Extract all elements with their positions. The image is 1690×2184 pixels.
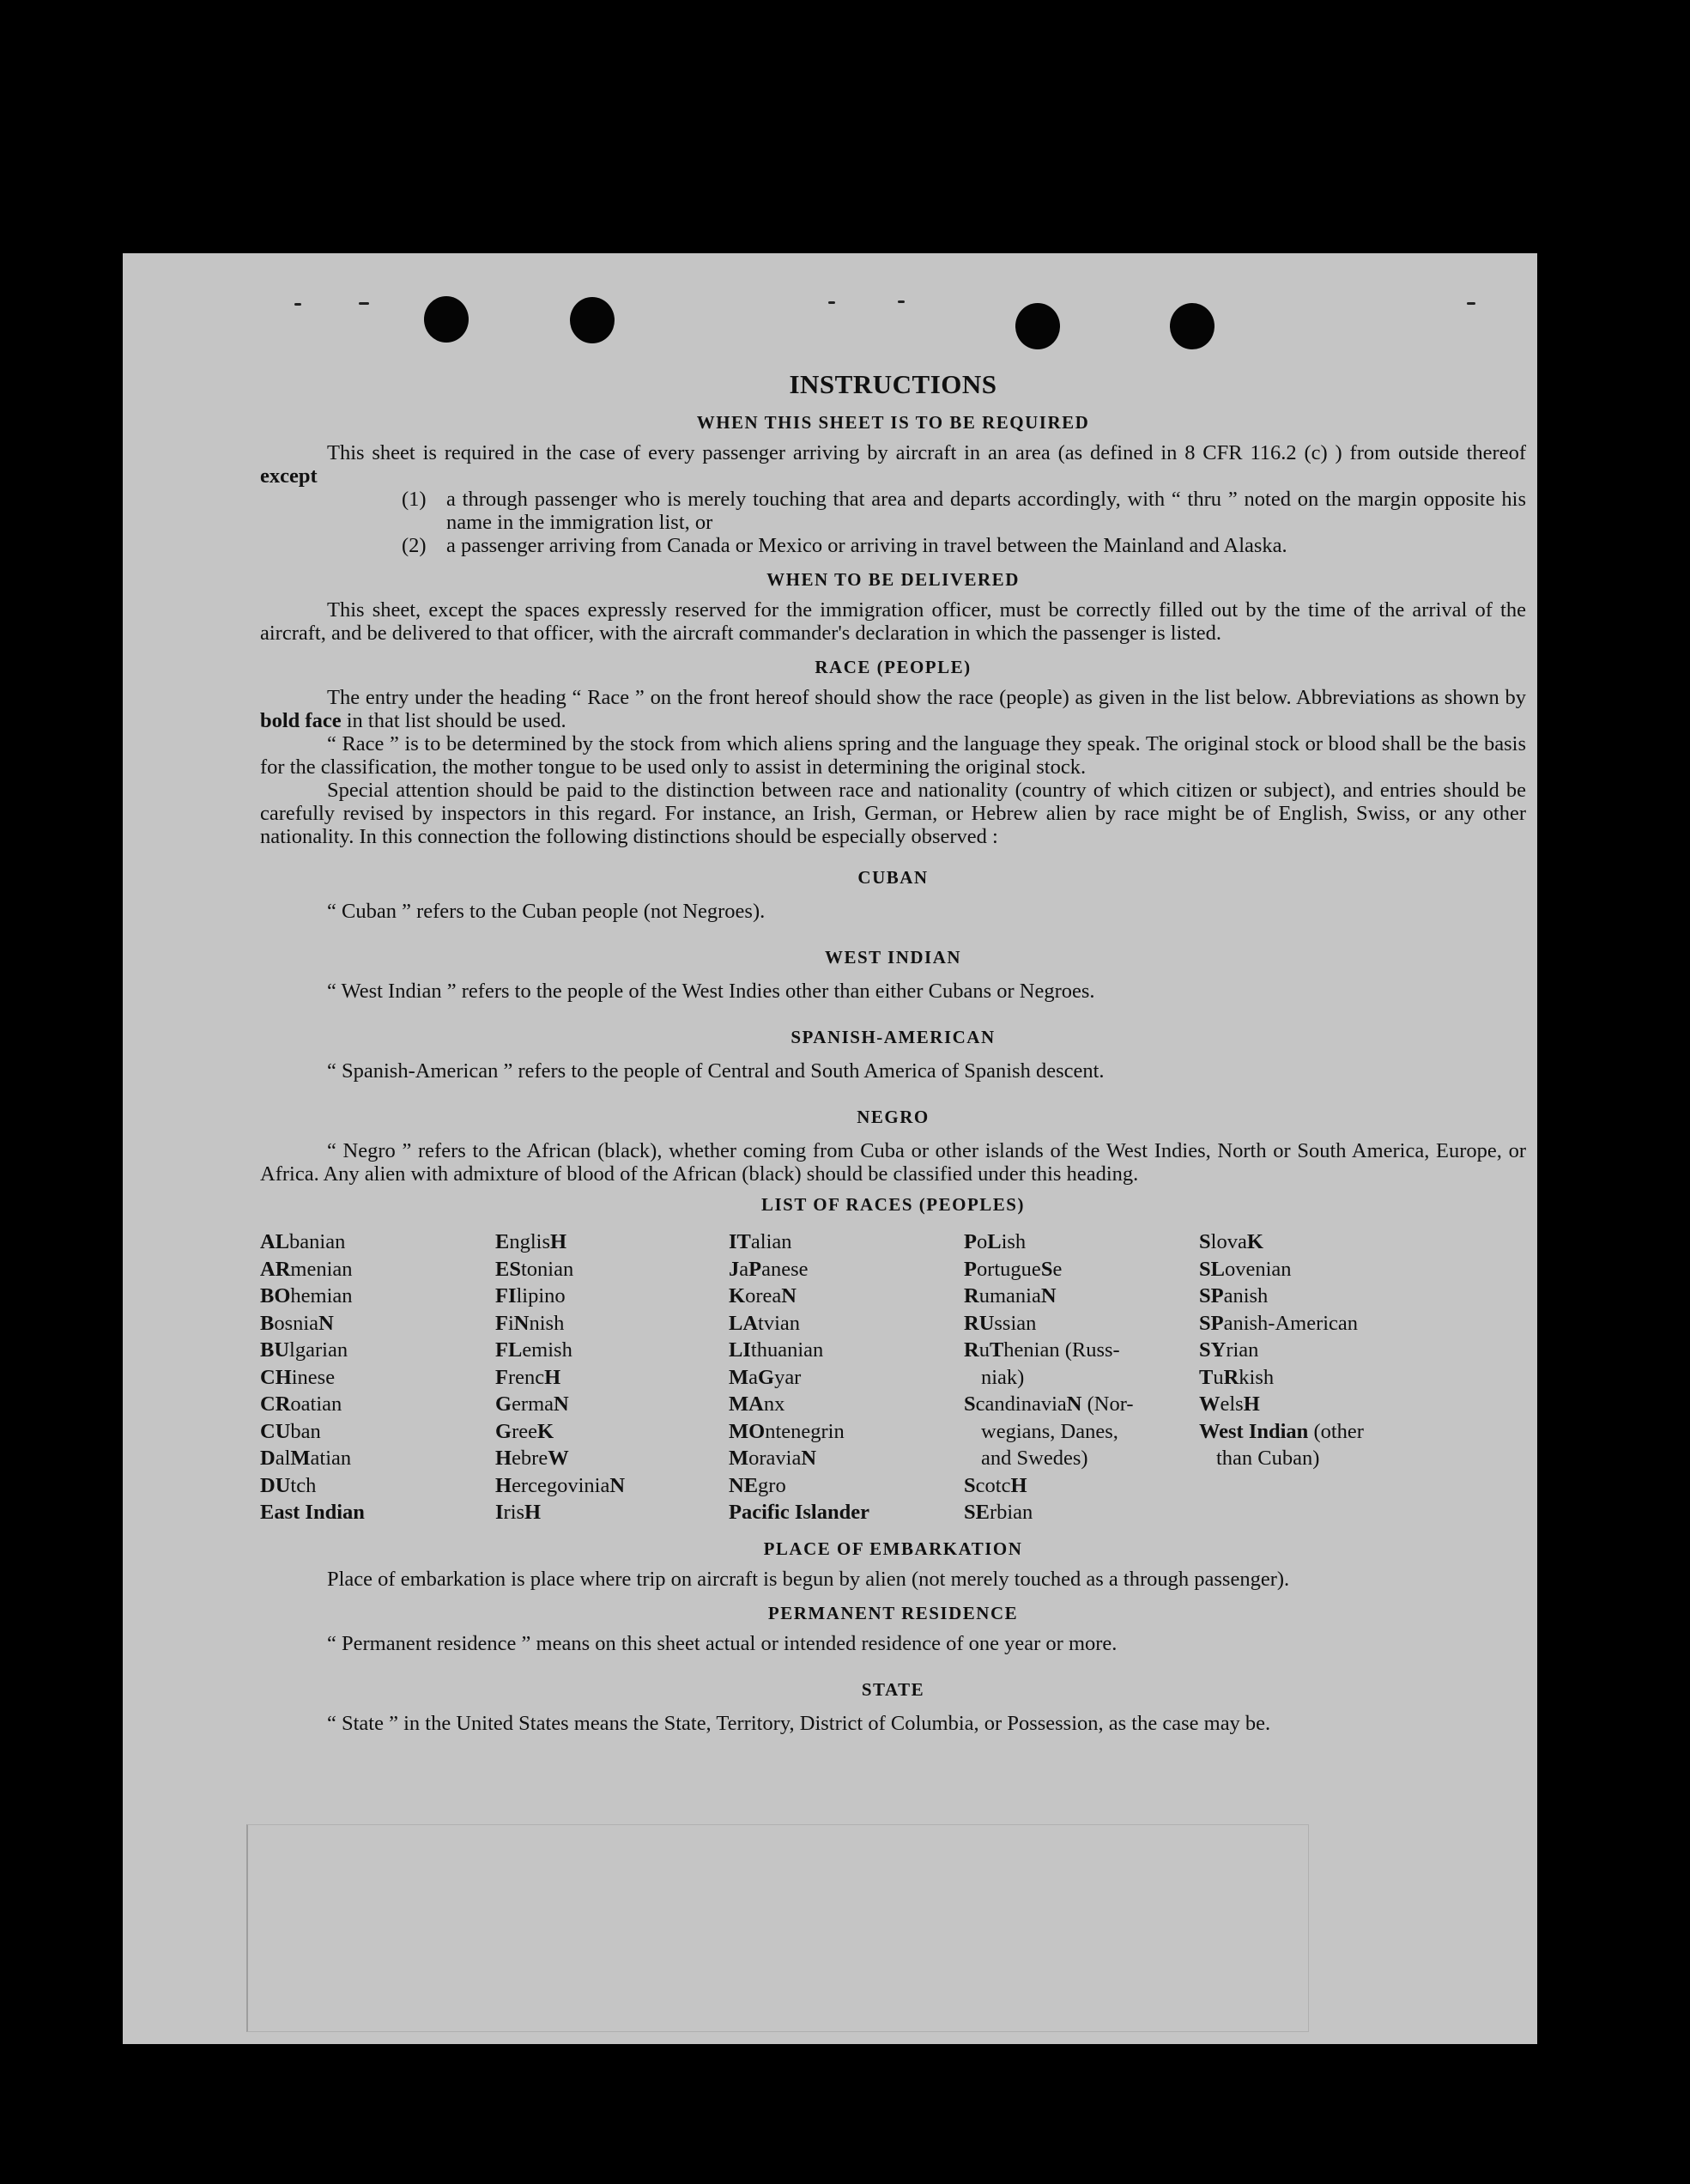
section-heading-required: WHEN THIS SHEET IS TO BE REQUIRED [696, 412, 1090, 433]
race-text: thuanian [750, 1338, 824, 1362]
race-abbrev: M [729, 1447, 749, 1470]
race-abbrev: P [964, 1257, 977, 1281]
exception-list [260, 488, 1526, 557]
race-abbrev: SP [1199, 1311, 1224, 1335]
race-text: cotc [975, 1473, 1011, 1497]
race-entry [1199, 1310, 1396, 1338]
bleed-through-box [246, 1824, 1309, 2032]
race-text: a [748, 1365, 758, 1389]
exception-text: a passenger arriving from Canada or Mexico or arriving in travel between the Mainland and Alaska. [446, 534, 1287, 557]
race-text: erma [512, 1392, 554, 1416]
race-text: atian [310, 1447, 352, 1470]
race-entry [1199, 1228, 1396, 1256]
race-abbrev: W [1199, 1392, 1221, 1416]
race-abbrev: CR [260, 1392, 291, 1416]
race-entry [495, 1364, 729, 1392]
race-abbrev: N [1040, 1284, 1057, 1307]
race-abbrev: East Indian [260, 1501, 365, 1524]
race-text: hemian [290, 1284, 353, 1307]
page-title: INSTRUCTIONS [789, 369, 997, 399]
exception-item [402, 534, 1526, 557]
race-text: inese [291, 1365, 336, 1389]
speck [294, 303, 301, 306]
race-abbrev: CH [260, 1365, 292, 1389]
race-text: tch [290, 1473, 317, 1497]
exception-number: (1) [402, 488, 427, 511]
section-heading-list: LIST OF RACES (PEOPLES) [761, 1194, 1025, 1215]
race-abbrev: AR [260, 1257, 291, 1281]
race-text: ssian [994, 1311, 1037, 1335]
exception-item [402, 488, 1526, 534]
race-abbrev: N [781, 1284, 797, 1307]
race-entry [964, 1391, 1199, 1418]
race-entry [1199, 1418, 1396, 1446]
race-abbrev: N [554, 1392, 569, 1416]
race-abbrev: G [758, 1365, 775, 1389]
race-abbrev: E [495, 1230, 510, 1253]
race-abbrev: I [495, 1501, 504, 1524]
race-text: e [1052, 1257, 1063, 1281]
race-abbrev: NE [729, 1473, 759, 1497]
race-text: ris [503, 1501, 525, 1524]
race-text: anese [761, 1257, 809, 1281]
race-entry [964, 1283, 1199, 1310]
race-entry [1199, 1391, 1396, 1418]
race-text: orea [745, 1284, 782, 1307]
section-heading-delivered: WHEN TO BE DELIVERED [766, 569, 1020, 590]
race-abbrev: H [495, 1473, 512, 1497]
race-column [1199, 1228, 1396, 1526]
race-abbrev: MA [729, 1392, 764, 1416]
race-abbrev: B [260, 1311, 275, 1335]
race-abbrev: S [1199, 1230, 1211, 1253]
race-entry [964, 1472, 1199, 1500]
race-abbrev: LI [729, 1338, 751, 1362]
race-text: oatian [290, 1392, 342, 1416]
race-abbrev: N [513, 1311, 530, 1335]
race-text: tvian [758, 1311, 801, 1335]
race-abbrev: N [1066, 1392, 1082, 1416]
race-abbrev: LA [729, 1311, 759, 1335]
punch-hole [1015, 303, 1060, 349]
race-abbrev: N [609, 1473, 626, 1497]
race-text: wegians, Danes, [981, 1419, 1118, 1443]
race-entry [495, 1310, 729, 1338]
required-intro: This sheet is required in the case of every passenger arriving by aircraft in an area (as defined in 8 CFR 116.2 (c) ) from outside thereof except [260, 441, 1526, 488]
race-text: (Nor- [1081, 1392, 1134, 1416]
race-entry [1199, 1256, 1396, 1283]
race-abbrev: SY [1199, 1338, 1227, 1362]
race-abbrev: F [495, 1365, 508, 1389]
race-text: (other [1308, 1419, 1364, 1443]
race-abbrev: P [964, 1230, 977, 1253]
exception-text: a through passenger who is merely touching that area and departs accordingly, with “ thru ” noted on the margin opposite his name in the immigration list, or [446, 488, 1526, 534]
punch-hole [424, 296, 469, 343]
race-paragraph-2: “ Race ” is to be determined by the stock from which aliens spring and the language they speak. The original stock or blood shall be the basis for the classification, the mother tongue to be used only to assist in determining the original stock. [260, 732, 1526, 779]
race-text: candinavia [975, 1392, 1067, 1416]
race-abbrev: West Indian [1199, 1419, 1309, 1443]
race-list [260, 1228, 1526, 1526]
race-entry [495, 1445, 729, 1472]
race-text: oravia [748, 1447, 802, 1470]
race-abbrev: G [495, 1419, 512, 1443]
race-abbrev: G [495, 1392, 512, 1416]
race-text: umania [978, 1284, 1041, 1307]
race-text: ovenian [1224, 1257, 1292, 1281]
race-abbrev: S [964, 1473, 976, 1497]
race-entry [260, 1472, 495, 1500]
race-abbrev: M [729, 1365, 749, 1389]
race-text: u [1213, 1365, 1224, 1389]
race-text: ree [512, 1419, 537, 1443]
residence-text: “ Permanent residence ” means on this sheet actual or intended residence of one year or more. [327, 1631, 1118, 1655]
section-heading-negro: NEGRO [857, 1107, 930, 1127]
race-text: els [1220, 1392, 1244, 1416]
race-abbrev: D [260, 1447, 276, 1470]
race-abbrev: F [495, 1311, 508, 1335]
race-entry [729, 1391, 964, 1418]
race-entry [495, 1499, 729, 1526]
race-text: ercegovinia [512, 1473, 610, 1497]
race-text: anish [1223, 1284, 1269, 1307]
race-entry [964, 1337, 1199, 1364]
race-abbrev: IT [729, 1230, 751, 1253]
race-text: emish [522, 1338, 572, 1362]
race-text: o [976, 1230, 988, 1253]
race-abbrev: L [987, 1230, 1002, 1253]
race-text: banian [289, 1230, 346, 1253]
race-entry [260, 1283, 495, 1310]
race-abbrev: DU [260, 1473, 291, 1497]
race-entry [495, 1228, 729, 1256]
race-entry [260, 1445, 495, 1472]
race-abbrev: J [729, 1257, 740, 1281]
race-text: nx [763, 1392, 785, 1416]
race-paragraph-1: The entry under the heading “ Race ” on the front hereof should show the race (people) as given in the list below. Abbreviations as shown by bold face in that list should be used. [260, 686, 1526, 732]
race-entry [495, 1337, 729, 1364]
race-entry [260, 1499, 495, 1526]
race-text: nish [529, 1311, 565, 1335]
race-entry [729, 1364, 964, 1392]
race-abbrev: K [1246, 1230, 1263, 1253]
race-entry [729, 1472, 964, 1500]
race-text: kish [1239, 1365, 1275, 1389]
race-entry [1199, 1283, 1396, 1310]
speck [828, 301, 835, 304]
race-abbrev: AL [260, 1230, 290, 1253]
race-abbrev: H [524, 1501, 542, 1524]
race-entry [260, 1228, 495, 1256]
race-entry [729, 1337, 964, 1364]
race-abbrev: K [536, 1419, 554, 1443]
race-column [260, 1228, 495, 1526]
race-text: alian [750, 1230, 792, 1253]
race-abbrev: T [989, 1338, 1004, 1362]
race-abbrev: K [729, 1284, 746, 1307]
race-text: lova [1210, 1230, 1247, 1253]
race-entry [260, 1364, 495, 1392]
instructions-content [260, 369, 1526, 1735]
race-abbrev: FL [495, 1338, 523, 1362]
race-abbrev: SL [1199, 1257, 1225, 1281]
race-abbrev: W [548, 1447, 569, 1470]
race-entry [1199, 1445, 1396, 1472]
race-abbrev: BU [260, 1338, 290, 1362]
race-abbrev: BO [260, 1284, 291, 1307]
race-text: and Swedes) [981, 1447, 1088, 1470]
race-text: lipino [516, 1284, 566, 1307]
race-entry [1199, 1337, 1396, 1364]
race-entry [964, 1228, 1199, 1256]
punch-hole [570, 297, 615, 343]
document-sheet [123, 253, 1537, 2044]
race-abbrev: M [290, 1447, 311, 1470]
race-text: osnia [274, 1311, 319, 1335]
race-abbrev: H [1243, 1392, 1260, 1416]
speck [898, 300, 905, 303]
race-column [964, 1228, 1199, 1526]
section-heading-cuban: CUBAN [857, 867, 929, 888]
race-abbrev: R [964, 1284, 979, 1307]
spanish-american-text: “ Spanish-American ” refers to the people of Central and South America of Spanish descent. [327, 1059, 1105, 1083]
race-entry [260, 1391, 495, 1418]
race-abbrev: MO [729, 1419, 766, 1443]
race-abbrev: CU [260, 1419, 291, 1443]
race-text: al [275, 1447, 291, 1470]
embarkation-text: Place of embarkation is place where trip on aircraft is begun by alien (not merely touched as a through passenger). [327, 1567, 1290, 1591]
race-column [729, 1228, 964, 1526]
race-text: u [978, 1338, 990, 1362]
section-heading-race: RACE (PEOPLE) [815, 657, 972, 677]
race-text: menian [290, 1257, 353, 1281]
race-abbrev: S [1040, 1257, 1053, 1281]
race-entry [964, 1256, 1199, 1283]
race-entry [260, 1337, 495, 1364]
race-entry [495, 1391, 729, 1418]
race-abbrev: T [1199, 1365, 1214, 1389]
race-entry [729, 1418, 964, 1446]
race-abbrev: N [801, 1447, 817, 1470]
race-entry [729, 1283, 964, 1310]
race-text: anish-American [1223, 1311, 1359, 1335]
race-entry [964, 1499, 1199, 1526]
race-abbrev: P [748, 1257, 762, 1281]
race-abbrev: H [1010, 1473, 1027, 1497]
race-entry [495, 1418, 729, 1446]
state-text: “ State ” in the United States means the State, Territory, District of Columbia, or Possession, as the case may be. [327, 1711, 1271, 1735]
section-heading-embarkation: PLACE OF EMBARKATION [763, 1538, 1023, 1559]
race-entry [964, 1445, 1199, 1472]
race-abbrev: H [544, 1365, 561, 1389]
race-text: renc [507, 1365, 545, 1389]
race-column [495, 1228, 729, 1526]
race-text: i [507, 1311, 514, 1335]
race-text: nglis [509, 1230, 550, 1253]
race-entry [495, 1283, 729, 1310]
race-text: ish [1001, 1230, 1027, 1253]
section-heading-state: STATE [861, 1678, 925, 1700]
race-paragraph-3: Special attention should be paid to the distinction between race and nationality (country of which citizen or subject), and entries should be carefully revised by inspectors in this regard. For instance, an Irish, German, or Hebrew alien by race might be of English, Swiss, or any other nationality. In this connection the following distinctions should be especially observed : [260, 779, 1526, 848]
race-text: ebre [512, 1447, 548, 1470]
race-text: ntenegrin [765, 1419, 845, 1443]
race-abbrev: R [964, 1338, 979, 1362]
section-heading-spanish-american: SPANISH-AMERICAN [790, 1027, 996, 1047]
race-entry [729, 1228, 964, 1256]
race-entry [964, 1364, 1199, 1392]
race-entry [964, 1310, 1199, 1338]
race-abbrev: ES [495, 1257, 521, 1281]
negro-text: “ Negro ” refers to the African (black), whether coming from Cuba or other islands of the West Indies, North or South America, Europe, or Africa. Any alien with admixture of blood of the African (black) should be classified under this heading. [260, 1139, 1526, 1186]
race-abbrev: S [964, 1392, 976, 1416]
race-text: tonian [520, 1257, 574, 1281]
race-entry [260, 1418, 495, 1446]
speck [359, 302, 369, 305]
race-abbrev: H [495, 1447, 512, 1470]
race-entry [260, 1310, 495, 1338]
race-text: a [739, 1257, 749, 1281]
race-abbrev: Pacific Islander [729, 1501, 869, 1524]
race-abbrev: R [1223, 1365, 1239, 1389]
race-text: gro [758, 1473, 786, 1497]
race-entry [729, 1499, 964, 1526]
race-entry [964, 1418, 1199, 1446]
delivered-text: This sheet, except the spaces expressly reserved for the immigration officer, must be correctly filled out by the time of the arrival of the aircraft, and be delivered to that officer, with the aircraft commander's declaration in which the passenger is listed. [260, 598, 1526, 645]
race-text: than Cuban) [1216, 1447, 1320, 1470]
race-text: ban [290, 1419, 321, 1443]
speck [1467, 302, 1475, 305]
race-entry [495, 1256, 729, 1283]
exception-number: (2) [402, 534, 427, 557]
race-entry [729, 1445, 964, 1472]
race-abbrev: SP [1199, 1284, 1224, 1307]
race-entry [729, 1310, 964, 1338]
section-heading-residence: PERMANENT RESIDENCE [767, 1602, 1019, 1623]
race-text: yar [774, 1365, 802, 1389]
cuban-text: “ Cuban ” refers to the Cuban people (not Negroes). [327, 900, 766, 923]
race-abbrev: FI [495, 1284, 517, 1307]
race-entry [1199, 1364, 1396, 1392]
race-text: henian (Russ- [1003, 1338, 1120, 1362]
race-abbrev: N [318, 1311, 334, 1335]
race-text: lgarian [289, 1338, 348, 1362]
punch-hole [1170, 303, 1214, 349]
race-abbrev: SE [964, 1501, 990, 1524]
race-abbrev: H [550, 1230, 567, 1253]
race-text: rian [1226, 1338, 1259, 1362]
race-entry [729, 1256, 964, 1283]
race-text: ortugue [976, 1257, 1041, 1281]
race-text: rbian [989, 1501, 1033, 1524]
west-indian-text: “ West Indian ” refers to the people of the West Indies other than either Cubans or Negroes. [327, 980, 1095, 1003]
race-entry [495, 1472, 729, 1500]
section-heading-west-indian: WEST INDIAN [824, 947, 962, 968]
race-abbrev: RU [964, 1311, 995, 1335]
race-entry [260, 1256, 495, 1283]
race-text: niak) [981, 1365, 1025, 1389]
